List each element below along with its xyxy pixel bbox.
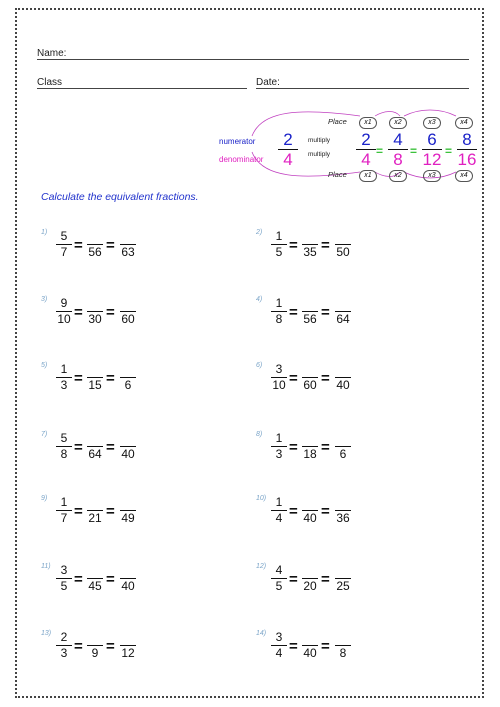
equals-sign-2: = bbox=[106, 571, 115, 588]
fraction-numerator bbox=[302, 363, 318, 376]
fraction-numerator: 3 bbox=[60, 563, 68, 577]
problem-number: 9) bbox=[41, 495, 48, 502]
instruction-text: Calculate the equivalent fractions. bbox=[41, 191, 199, 203]
equals-sign-2: = bbox=[321, 638, 330, 655]
fraction-denominator: 40 bbox=[121, 447, 135, 461]
equals-sign-2: = bbox=[106, 638, 115, 655]
fraction-numerator: 1 bbox=[275, 229, 283, 243]
answer-fraction-1[interactable] bbox=[302, 564, 318, 593]
fraction-numerator bbox=[87, 564, 103, 577]
example-chain-numerator: 2 bbox=[361, 130, 371, 149]
answer-fraction-2[interactable] bbox=[335, 496, 351, 525]
equals-sign-2: = bbox=[106, 237, 115, 254]
fraction-numerator: 5 bbox=[60, 431, 68, 445]
fraction-numerator bbox=[335, 363, 351, 376]
problem-number: 13) bbox=[41, 630, 52, 637]
fraction-denominator: 21 bbox=[88, 511, 102, 525]
fraction-numerator bbox=[87, 363, 103, 376]
fraction-denominator: 40 bbox=[336, 378, 350, 392]
equals-sign-2: = bbox=[321, 503, 330, 520]
numerator-label: numerator bbox=[219, 137, 256, 146]
fraction-denominator: 7 bbox=[60, 511, 68, 525]
fraction-numerator bbox=[302, 496, 318, 509]
fraction-numerator bbox=[120, 297, 136, 310]
answer-fraction-2[interactable] bbox=[120, 631, 136, 660]
answer-fraction-2[interactable] bbox=[335, 631, 351, 660]
equals-sign-2: = bbox=[106, 439, 115, 456]
example-chain-denominator: 12 bbox=[422, 150, 442, 169]
equals-sign-1: = bbox=[289, 571, 298, 588]
example-chain-numerator: 6 bbox=[427, 130, 437, 149]
problem-number: 10) bbox=[256, 495, 267, 502]
fraction-denominator: 7 bbox=[60, 245, 68, 259]
fraction-denominator: 50 bbox=[336, 245, 350, 259]
fraction-numerator bbox=[302, 631, 318, 644]
example-base-numerator: 2 bbox=[283, 130, 293, 149]
fraction-numerator bbox=[120, 631, 136, 644]
given-fraction bbox=[56, 432, 72, 461]
equals-sign-2: = bbox=[106, 304, 115, 321]
fraction-numerator: 5 bbox=[60, 229, 68, 243]
place-label-top: Place bbox=[328, 117, 347, 126]
equals-sign-1: = bbox=[289, 503, 298, 520]
answer-fraction-2[interactable] bbox=[120, 363, 136, 392]
given-fraction bbox=[271, 230, 287, 259]
answer-fraction-1[interactable] bbox=[87, 297, 103, 326]
equals-sign-2: = bbox=[106, 370, 115, 387]
fraction-denominator: 56 bbox=[303, 312, 317, 326]
fraction-denominator: 4 bbox=[275, 646, 283, 660]
answer-fraction-1[interactable] bbox=[302, 363, 318, 392]
fraction-denominator: 60 bbox=[121, 312, 135, 326]
answer-fraction-1[interactable] bbox=[87, 631, 103, 660]
fraction-denominator: 60 bbox=[303, 378, 317, 392]
answer-fraction-1[interactable] bbox=[87, 432, 103, 461]
fraction-numerator: 1 bbox=[275, 495, 283, 509]
given-fraction bbox=[271, 496, 287, 525]
fraction-numerator bbox=[302, 230, 318, 243]
fraction-denominator: 10 bbox=[272, 378, 286, 392]
answer-fraction-2[interactable] bbox=[335, 297, 351, 326]
fraction-numerator bbox=[302, 432, 318, 445]
multiplier-bottom-2: x2 bbox=[389, 170, 407, 182]
example-equals-2: = bbox=[410, 144, 418, 158]
fraction-denominator: 8 bbox=[60, 447, 68, 461]
answer-fraction-1[interactable] bbox=[302, 297, 318, 326]
fraction-numerator bbox=[120, 230, 136, 243]
answer-fraction-1[interactable] bbox=[87, 363, 103, 392]
multiplier-top-1: x1 bbox=[359, 117, 377, 129]
fraction-numerator: 1 bbox=[275, 296, 283, 310]
multiplier-bottom-3: x3 bbox=[423, 170, 441, 182]
given-fraction bbox=[56, 631, 72, 660]
fraction-denominator: 25 bbox=[336, 579, 350, 593]
fraction-denominator: 6 bbox=[339, 447, 347, 461]
answer-fraction-1[interactable] bbox=[302, 230, 318, 259]
given-fraction bbox=[56, 496, 72, 525]
fraction-numerator bbox=[335, 297, 351, 310]
fraction-numerator: 1 bbox=[60, 362, 68, 376]
fraction-denominator: 40 bbox=[121, 579, 135, 593]
multiplier-top-4: x4 bbox=[455, 117, 473, 129]
fraction-numerator bbox=[335, 432, 351, 445]
equals-sign-1: = bbox=[289, 304, 298, 321]
answer-fraction-2[interactable] bbox=[335, 363, 351, 392]
fraction-denominator: 56 bbox=[88, 245, 102, 259]
example-equals-1: = bbox=[376, 144, 384, 158]
equals-sign-1: = bbox=[74, 439, 83, 456]
fraction-denominator: 5 bbox=[60, 579, 68, 593]
example-chain-fraction-3 bbox=[420, 131, 444, 168]
equals-sign-1: = bbox=[74, 571, 83, 588]
fraction-numerator bbox=[87, 496, 103, 509]
given-fraction bbox=[56, 230, 72, 259]
problem-number: 2) bbox=[256, 229, 263, 236]
equals-sign-2: = bbox=[106, 503, 115, 520]
problem-number: 8) bbox=[256, 431, 263, 438]
fraction-denominator: 36 bbox=[336, 511, 350, 525]
equals-sign-1: = bbox=[74, 503, 83, 520]
fraction-numerator: 3 bbox=[275, 630, 283, 644]
example-equals-3: = bbox=[445, 144, 453, 158]
place-label-bottom: Place bbox=[328, 170, 347, 179]
fraction-numerator bbox=[120, 432, 136, 445]
multiply-label-top: multiply bbox=[308, 137, 331, 144]
given-fraction bbox=[271, 297, 287, 326]
fraction-numerator: 4 bbox=[275, 563, 283, 577]
given-fraction bbox=[56, 297, 72, 326]
example-chain-denominator: 4 bbox=[361, 150, 371, 169]
multiplier-bottom-4: x4 bbox=[455, 170, 473, 182]
answer-fraction-1[interactable] bbox=[87, 230, 103, 259]
fraction-denominator: 40 bbox=[303, 646, 317, 660]
class-label: Class bbox=[37, 77, 63, 88]
denominator-label: denominator bbox=[219, 155, 264, 164]
fraction-denominator: 3 bbox=[60, 646, 68, 660]
answer-fraction-1[interactable] bbox=[302, 631, 318, 660]
answer-fraction-1[interactable] bbox=[302, 496, 318, 525]
answer-fraction-2[interactable] bbox=[335, 230, 351, 259]
equals-sign-1: = bbox=[74, 638, 83, 655]
fraction-denominator: 5 bbox=[275, 579, 283, 593]
fraction-numerator bbox=[335, 631, 351, 644]
fraction-numerator bbox=[302, 564, 318, 577]
answer-fraction-1[interactable] bbox=[302, 432, 318, 461]
fraction-denominator: 8 bbox=[339, 646, 347, 660]
fraction-denominator: 35 bbox=[303, 245, 317, 259]
equals-sign-1: = bbox=[74, 304, 83, 321]
equals-sign-1: = bbox=[74, 370, 83, 387]
example-chain-denominator: 16 bbox=[457, 150, 477, 169]
fraction-numerator: 1 bbox=[60, 495, 68, 509]
fraction-denominator: 63 bbox=[121, 245, 135, 259]
equals-sign-2: = bbox=[321, 571, 330, 588]
problem-number: 3) bbox=[41, 296, 48, 303]
example-chain-fraction-4 bbox=[455, 131, 479, 168]
fraction-denominator: 3 bbox=[60, 378, 68, 392]
answer-fraction-2[interactable] bbox=[120, 297, 136, 326]
fraction-numerator bbox=[87, 230, 103, 243]
example-base-fraction bbox=[276, 131, 300, 168]
example-chain-fraction-2 bbox=[386, 131, 410, 168]
fraction-denominator: 20 bbox=[303, 579, 317, 593]
equals-sign-2: = bbox=[321, 370, 330, 387]
problem-number: 11) bbox=[41, 563, 51, 570]
answer-fraction-2[interactable] bbox=[335, 564, 351, 593]
fraction-numerator bbox=[120, 363, 136, 376]
answer-fraction-2[interactable] bbox=[335, 432, 351, 461]
multiplier-top-2: x2 bbox=[389, 117, 407, 129]
example-chain-denominator: 8 bbox=[393, 150, 403, 169]
answer-fraction-2[interactable] bbox=[120, 564, 136, 593]
example-chain-fraction-1 bbox=[354, 131, 378, 168]
fraction-denominator: 9 bbox=[91, 646, 99, 660]
date-label: Date: bbox=[256, 77, 280, 88]
fraction-denominator: 5 bbox=[275, 245, 283, 259]
equals-sign-2: = bbox=[321, 439, 330, 456]
answer-fraction-1[interactable] bbox=[87, 496, 103, 525]
given-fraction bbox=[56, 363, 72, 392]
multiplier-bottom-1: x1 bbox=[359, 170, 377, 182]
example-chain-numerator: 8 bbox=[462, 130, 472, 149]
fraction-denominator: 15 bbox=[88, 378, 102, 392]
equals-sign-2: = bbox=[321, 237, 330, 254]
fraction-denominator: 4 bbox=[275, 511, 283, 525]
problem-number: 7) bbox=[41, 431, 48, 438]
equals-sign-1: = bbox=[289, 439, 298, 456]
fraction-denominator: 40 bbox=[303, 511, 317, 525]
multiplier-top-3: x3 bbox=[423, 117, 441, 129]
problem-number: 12) bbox=[256, 563, 267, 570]
example-base-denominator: 4 bbox=[283, 150, 293, 169]
fraction-denominator: 64 bbox=[88, 447, 102, 461]
fraction-denominator: 8 bbox=[275, 312, 283, 326]
answer-fraction-2[interactable] bbox=[120, 230, 136, 259]
given-fraction bbox=[271, 564, 287, 593]
answer-fraction-2[interactable] bbox=[120, 496, 136, 525]
equals-sign-1: = bbox=[289, 237, 298, 254]
example-chain-numerator: 4 bbox=[393, 130, 403, 149]
answer-fraction-2[interactable] bbox=[120, 432, 136, 461]
given-fraction bbox=[271, 363, 287, 392]
fraction-denominator: 12 bbox=[121, 646, 135, 660]
fraction-denominator: 45 bbox=[88, 579, 102, 593]
fraction-denominator: 49 bbox=[121, 511, 135, 525]
fraction-denominator: 3 bbox=[275, 447, 283, 461]
given-fraction bbox=[56, 564, 72, 593]
fraction-numerator: 3 bbox=[275, 362, 283, 376]
given-fraction bbox=[271, 432, 287, 461]
given-fraction bbox=[271, 631, 287, 660]
fraction-numerator bbox=[87, 432, 103, 445]
fraction-numerator bbox=[87, 631, 103, 644]
problem-number: 14) bbox=[256, 630, 267, 637]
multiply-label-bottom: multiply bbox=[308, 151, 331, 158]
fraction-numerator: 2 bbox=[60, 630, 68, 644]
fraction-numerator bbox=[335, 230, 351, 243]
fraction-numerator: 1 bbox=[275, 431, 283, 445]
equals-sign-2: = bbox=[321, 304, 330, 321]
equals-sign-1: = bbox=[74, 237, 83, 254]
fraction-denominator: 64 bbox=[336, 312, 350, 326]
fraction-denominator: 30 bbox=[88, 312, 102, 326]
fraction-denominator: 18 bbox=[303, 447, 317, 461]
name-label: Name: bbox=[37, 48, 67, 59]
fraction-numerator bbox=[120, 496, 136, 509]
problem-number: 6) bbox=[256, 362, 263, 369]
fraction-numerator: 9 bbox=[60, 296, 68, 310]
fraction-numerator bbox=[120, 564, 136, 577]
fraction-denominator: 6 bbox=[124, 378, 132, 392]
fraction-numerator bbox=[87, 297, 103, 310]
fraction-numerator bbox=[302, 297, 318, 310]
equals-sign-1: = bbox=[289, 638, 298, 655]
fraction-numerator bbox=[335, 496, 351, 509]
fraction-denominator: 10 bbox=[57, 312, 71, 326]
problem-number: 1) bbox=[41, 229, 48, 236]
answer-fraction-1[interactable] bbox=[87, 564, 103, 593]
fraction-numerator bbox=[335, 564, 351, 577]
problem-number: 4) bbox=[256, 296, 263, 303]
equals-sign-1: = bbox=[289, 370, 298, 387]
problem-number: 5) bbox=[41, 362, 48, 369]
